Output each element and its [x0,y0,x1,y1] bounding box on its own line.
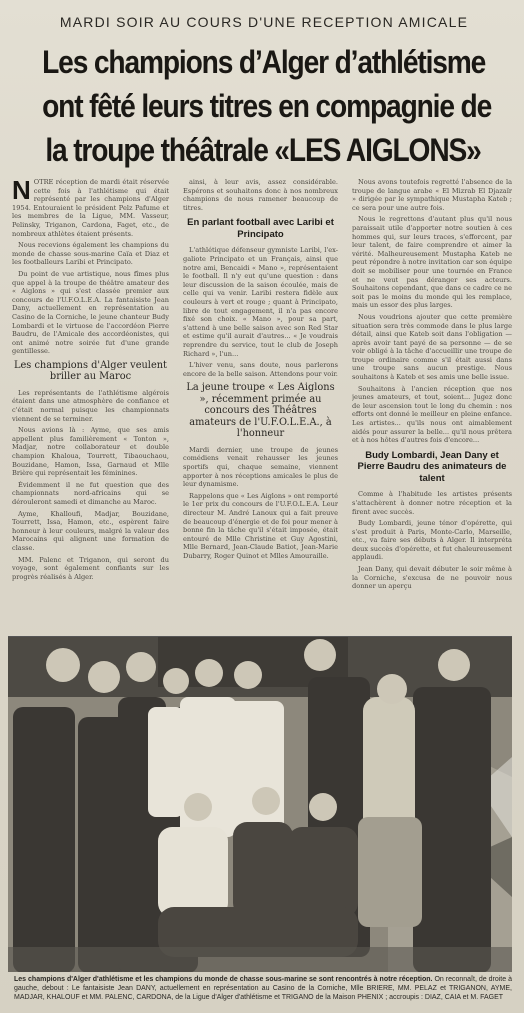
group-photo [8,636,512,972]
column-3 [352,178,512,634]
column-2 [183,178,338,634]
paragraph: Nous voudrions ajouter que cette première situation sera très commode dans le plus large détail, ainsi que Kateb soit dans l'obligation — après avoir tant payé de sa personne — de se voir obligé à la tâche d'accueillir une troupe de troupe ordinaire comme s'il était aussi dans une troupe sans aucun prestige. Nous souhaitons à Kateb et ses amis une belle issue. [352,312,512,382]
paragraph: L'hiver venu, sans doute, nous parlerons encore de la belle saison. Attendons pour voir. [183,361,338,378]
subheading-aiglons: La jeune troupe « Les Aiglons », récemment primée au concours des Théâtres amateurs de l'U.F.O.L.E.A., à l'honneur [186,382,335,440]
headline-line-2: ont fêté leurs titres en compagnie de [42,88,492,124]
paragraph: Évidemment il ne fut question que des championnats nord-africains qui se dérouleront samedi et dimanche au Maroc. [12,480,169,506]
article-headline [42,40,492,172]
headline-line-3: la troupe théâtrale «LES AIGLONS» [45,132,481,168]
paragraph: Ayme, Khalloufi, Madjar, Bouzidane, Tourrett, Issa, Hamon, etc., espèrent faire honneur à leur couleurs, malgré la valeur des Marocains qui alignent une formation de classe. [12,509,169,552]
paragraph: Du point de vue artistique, nous fîmes plus que appel à la troupe de théâtre amateur des « Aiglons » qui s'est classée premier aux concours de l'U.F.O.L.E.A. La fantaisiste Jean Dany, actuellement en représentation au Casino de la Corniche, le jeune chanteur Budy Lombardi et le virtuose de l'accordéon Pierre Baudru, de l'Amicale des accordéonistes, qui ont animé notre soirée fut d'une grande gentillesse. [12,269,169,356]
paragraph: Budy Lombardi, jeune ténor d'opérette, qui s'est produit à Paris, Monte-Carlo, Marseille, etc., va faire ses débuts à Alger. Il interpréta deux succès d'opérette, et fut chaleureusement applaudi. [352,519,512,562]
subheading-athletics: Les champions d'Alger veulent briller au Maroc [14,359,167,383]
paragraph: L'athlétique défenseur gymniste Laribi, l'ex-galiote Principato et un Français, ainsi que notre ami, Bencaidi « Mano », représentaient le football. Il n'y eut qu'une question : dans leur discussion de la saison écoulée, mais de celle qui va venir. Laribi restera fidèle aux couleurs à vert et rouge ; quant à Principato, libre de tout engagement, il n'a pas encore fixé son choix. « Mano », pour sa part, s'attend à une belle saison avec son Red Star et estime qu'il aurait d'autres... « Je voudrais reprendre du service, tout le club de Joseph Richard », l'un... [183,246,338,358]
caption-text: On reconnaît, de droite à gauche, debout : Le fantaisiste Jean DANY, actuellement en représentation au Casino de la Corniche, Mlle BRIERE, MM. PELAZ et TRIGANON, AYME, MADJAR, KHALOUF et MM. PALENC, CARDONA, de la Ligue d'Alger d'athlétisme et TRIGANO de la Maison PHENIX ; accroupis : DIAZ, CAIA et M. FAGET [14,976,513,1002]
column-1 [12,178,169,634]
group-photo-illustration [8,637,512,972]
intro-paragraph: OTRE réception de mardi était réservée cette fois à l'athlétisme qui était représenté par les champions d'Alger 1954. Entouraient le président Pelz Pafume et les membres de la Ligue, MM. Vasseur, Pelinsky, Triganon, Cardona, Faget, etc., de nombreux athlètes étaient présents. [12,178,169,238]
paragraph: ainsi, à leur avis, assez considérable. Espérons et souhaitons donc à nos nombreux champions de nous ramener beaucoup de titres. [183,178,338,212]
drop-cap: N [12,178,31,205]
article-columns [12,178,512,634]
subheading-artists: Budy Lombardi, Jean Dany et Pierre Baudru des animateurs de talent [357,449,507,484]
subheading-football: En parlant football avec Laribi et Principato [187,217,334,240]
paragraph: Mardi dernier, une troupe de jeunes comédiens venait rehausser les jeunes sportifs qui, chaque semaine, viennent apporter à nos réceptions amicales le plus de leur dynamisme. [183,445,338,489]
paragraph: Jean Dany, qui devait débuter le soir même à la Corniche, s'excusa de ne pouvoir nous donner un aperçu [352,565,512,591]
paragraph: Rappelons que « Les Aiglons » ont remporté le 1er prix du concours de l'U.F.O.L.E.A. Leur directeur M. André Lanoux qui a fait preuve de beaucoup d'énergie et de foi pour mener à bonne fin la tâche qu'il s'était imposée, était entouré de Mlle Christine et Guy Agostini, Mlle Bernard, Jean-Claude Batiot, Jean-Marie Dubarry, Roger Quinot et Mlles Amouraille. [183,491,338,560]
paragraph: Souhaitons à l'ancien réception que nos jeunes amateurs, et tout, soient... Jugez donc de leur ascension tout le long du chemin : nos efforts ont donné le meilleur en pleine enfance. Les artistes... qu'ils nous ont aimablement aidés pour assurer la belle... qu'il nous prêtera et à nos hôtes d'autres fois d'encore... [352,384,512,445]
photo-caption [14,975,512,1003]
article-kicker: MARDI SOIR AU COURS D'UNE RECEPTION AMICALE [59,14,469,30]
headline-line-1: Les champions d’Alger d’athlétisme [42,44,486,80]
paragraph: Nous le regrettons d'autant plus qu'il nous paraissait utile d'apporter notre soutien à ces hommes qui, sur leurs traces, s'efforcent, par leur talent, de faire comprendre et aimer la vérité. Malheureusement Mustapha Kateb ne peut répondre à notre invitation car son équipe doit se mobiliser pour une tournée en France et ne veut pas déranger ses acteurs. Souhaitons cependant, que dans ce cadre ce ne soit pas le moins du monde qui les remplace, mais un essor des plus larges. [352,215,512,310]
paragraph: Les représentants de l'athlétisme algérois étaient dans une atmosphère de confiance et c'était normal puisque les championnats viennent de se terminer. [12,388,169,423]
paragraph: MM. Palenc et Triganon, qui seront du voyage, sont également confiants sur les progrès réalisés à Alger. [12,555,169,581]
paragraph: Nous recevions également les champions du monde de chasse sous-marine Caïa et Diaz et les footballeurs Laribi et Principato. [12,241,169,267]
caption-lead: Les champions d'Alger d'athlétisme et les champions du monde de chasse sous-marine se sont rencontrés à notre réception. [14,976,433,983]
paragraph: Nous avions là : Ayme, que ses amis appellent plus familièrement « Tonton », Madjar, notre collaborateur et double champion Khaloua, Tourrett, Tibaouchaou, Bouzidane, Hamon, Issa, Garnaud et Mlle Brière qui représentait les féminines. [12,426,169,478]
paragraph: Nous avons toutefois regretté l'absence de la troupe de langue arabe « El Mizrab El Djazaïr » dirigée par le sympathique Mustapha Kateb ; ce sera pour une autre fois. [352,178,512,212]
paragraph: Comme à l'habitude les artistes présents s'attachèrent à donner notre réception et la firent avec succès. [352,490,512,516]
